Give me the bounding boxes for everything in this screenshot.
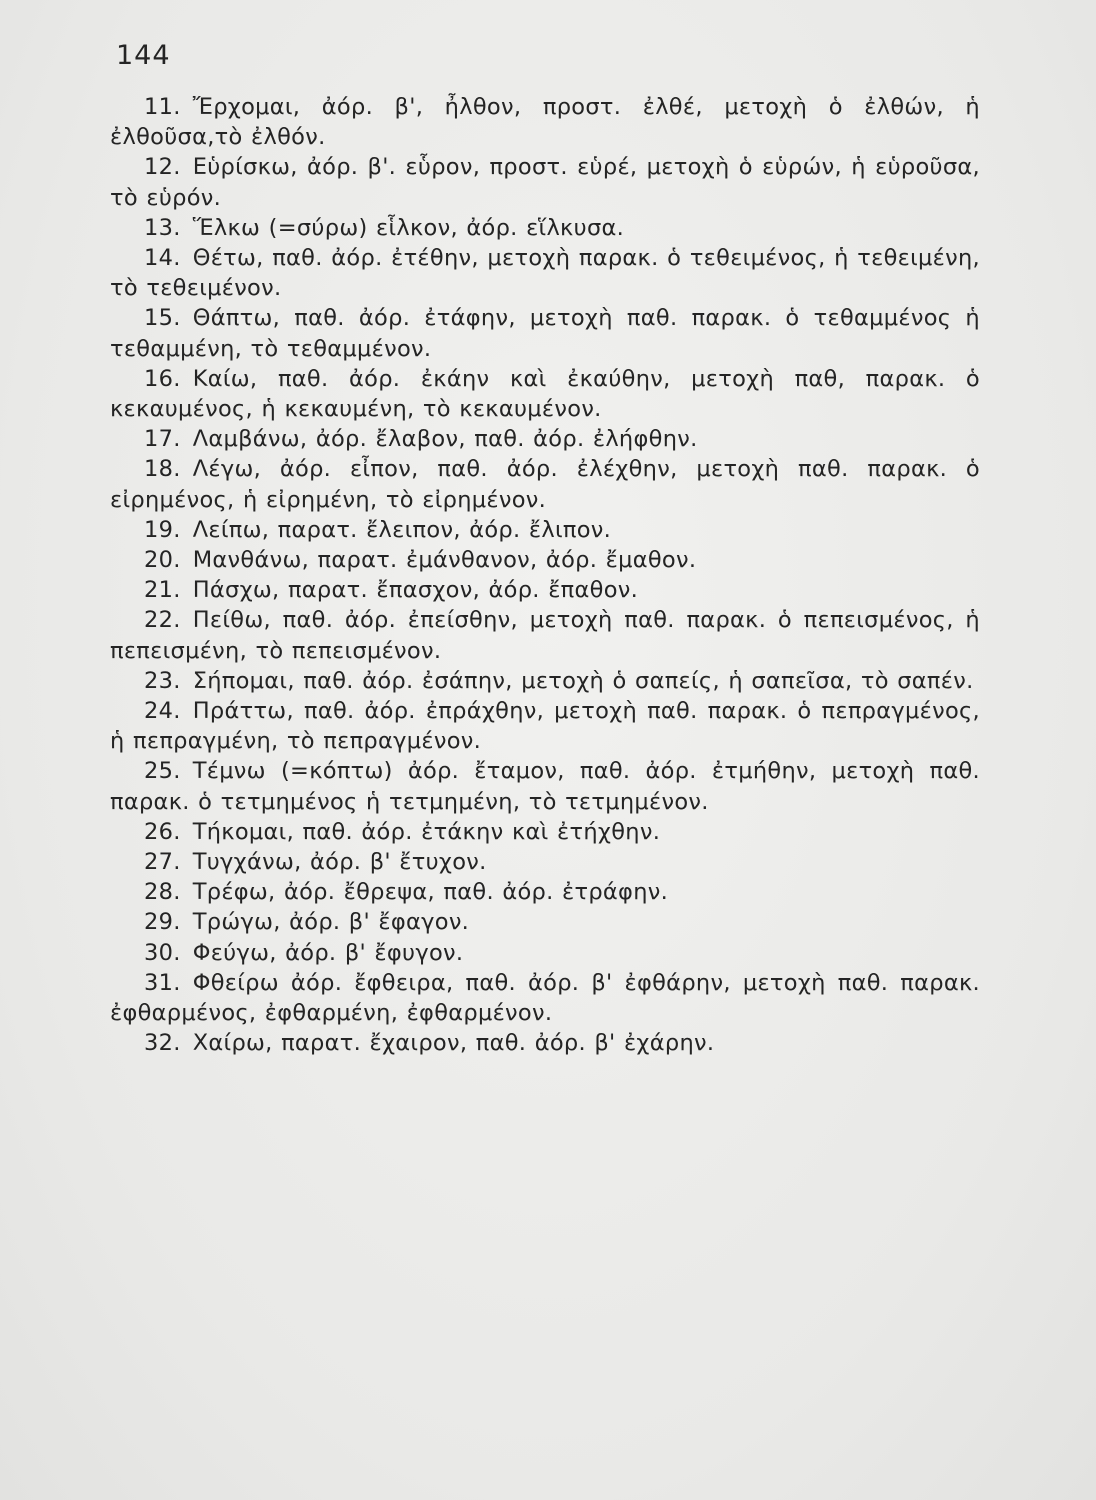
- entry-number: 30.: [144, 939, 181, 966]
- entry-number: 18.: [144, 456, 181, 483]
- entry-text: Πάσχω, παρατ. ἔπασχον, ἀόρ. ἔπαθον.: [192, 577, 639, 604]
- entry-text: Τέμνω (=κόπτω) ἀόρ. ἔταμον, παθ. ἀόρ. ἐτμήθην, μετοχὴ παθ. παρακ. ὁ τετμημένος ἡ τετμημένη, τὸ τετμημένον.: [110, 758, 980, 815]
- entry-text: Καίω, παθ. ἀόρ. ἐκάην καὶ ἐκαύθην, μετοχὴ παθ, παρακ. ὁ κεκαυμένος, ἡ κεκαυμένη, τὸ κεκαυμένον.: [110, 365, 980, 423]
- entry-number: 12.: [144, 154, 181, 181]
- entry-text: Λείπω, παρατ. ἔλειπον, ἀόρ. ἔλιπον.: [192, 516, 612, 543]
- list-item: [110, 968, 980, 1028]
- entry-text: Θέτω, παθ. ἀόρ. ἐτέθην, μετοχὴ παρακ. ὁ τεθειμένος, ἡ τεθειμένη, τὸ τεθειμένον.: [110, 245, 980, 302]
- entry-text: Φθείρω ἀόρ. ἔφθειρα, παθ. ἀόρ. β' ἐφθάρην, μετοχὴ παθ. παρακ. ἐφθαρμένος, ἐφθαρμένη, ἐφθαρμένον.: [110, 969, 980, 1027]
- list-item: [110, 847, 980, 877]
- entry-number: 20.: [144, 547, 181, 574]
- verb-list: [110, 92, 980, 1059]
- entry-text: Φεύγω, ἀόρ. β' ἔφυγον.: [192, 939, 464, 966]
- list-item: [110, 243, 980, 303]
- entry-text: Εὑρίσκω, ἀόρ. β'. εὗρον, προστ. εὑρέ, μετοχὴ ὁ εὑρών, ἡ εὑροῦσα, τὸ εὑρόν.: [110, 154, 980, 211]
- entry-text: Τήκομαι, παθ. ἀόρ. ἐτάκην καὶ ἐτήχθην.: [192, 818, 661, 845]
- entry-number: 14.: [144, 245, 181, 272]
- entry-number: 25.: [144, 758, 181, 785]
- list-item: [110, 696, 980, 756]
- entry-text: Λέγω, ἀόρ. εἶπον, παθ. ἀόρ. ἐλέχθην, μετοχὴ παθ. παρακ. ὁ εἰρημένος, ἡ εἰρημένη, τὸ εἰρημένον.: [110, 456, 980, 513]
- entry-text: Θάπτω, παθ. ἀόρ. ἐτάφην, μετοχὴ παθ. παρακ. ὁ τεθαμμένος ἡ τεθαμμένη, τὸ τεθαμμένον.: [110, 305, 980, 362]
- entry-text: Ἕλκω (=σύρω) εἷλκον, ἀόρ. εἵλκυσα.: [192, 214, 625, 241]
- list-item: [110, 666, 980, 696]
- entry-number: 24.: [144, 698, 181, 725]
- list-item: [110, 364, 980, 424]
- list-item: [110, 605, 980, 665]
- list-item: [110, 545, 980, 575]
- entry-text: Τρέφω, ἀόρ. ἔθρεψα, παθ. ἀόρ. ἐτράφην.: [192, 879, 669, 906]
- entry-number: 15.: [144, 305, 181, 332]
- list-item: [110, 575, 980, 605]
- entry-text: Πράττω, παθ. ἀόρ. ἐπράχθην, μετοχὴ παθ. παρακ. ὁ πεπραγμένος, ἡ πεπραγμένη, τὸ πεπραγμένον.: [110, 698, 980, 755]
- entry-number: 31.: [144, 969, 181, 996]
- list-item: [110, 213, 980, 243]
- entry-text: Λαμβάνω, ἀόρ. ἔλαβον, παθ. ἀόρ. ἐλήφθην.: [192, 426, 698, 453]
- entry-number: 27.: [144, 849, 181, 876]
- entry-number: 26.: [144, 818, 181, 845]
- entry-text: Πείθω, παθ. ἀόρ. ἐπείσθην, μετοχὴ παθ. παρακ. ὁ πεπεισμένος, ἡ πεπεισμένη, τὸ πεπεισμένον.: [110, 607, 980, 664]
- entry-number: 13.: [144, 214, 181, 241]
- list-item: [110, 756, 980, 816]
- entry-number: 29.: [144, 909, 181, 936]
- list-item: [110, 92, 980, 152]
- list-item: [110, 303, 980, 363]
- entry-number: 21.: [144, 577, 181, 604]
- entry-number: 23.: [144, 667, 181, 694]
- entry-text: Μανθάνω, παρατ. ἐμάνθανον, ἀόρ. ἔμαθον.: [192, 547, 697, 574]
- list-item: [110, 454, 980, 514]
- entry-text: Χαίρω, παρατ. ἔχαιρον, παθ. ἀόρ. β' ἐχάρην.: [192, 1030, 715, 1057]
- list-item: [110, 877, 980, 907]
- entry-text: Ἔρχομαι, ἀόρ. β', ἦλθον, προστ. ἐλθέ, μετοχὴ ὁ ἐλθών, ἡ ἐλθοῦσα,τὸ ἐλθόν.: [110, 94, 980, 151]
- list-item: [110, 817, 980, 847]
- entry-number: 17.: [144, 426, 181, 453]
- entry-text: Τυγχάνω, ἀόρ. β' ἔτυχον.: [192, 849, 487, 876]
- list-item: [110, 152, 980, 212]
- list-item: [110, 907, 980, 937]
- entry-number: 19.: [144, 516, 181, 543]
- entry-number: 28.: [144, 879, 181, 906]
- entry-number: 32.: [144, 1030, 181, 1057]
- list-item: [110, 1028, 980, 1058]
- list-item: [110, 515, 980, 545]
- entry-text: Σήπομαι, παθ. ἀόρ. ἐσάπην, μετοχὴ ὁ σαπείς, ἡ σαπεῖσα, τὸ σαπέν.: [192, 667, 974, 694]
- entry-text: Τρώγω, ἀόρ. β' ἔφαγον.: [192, 909, 470, 936]
- entry-number: 22.: [144, 607, 181, 634]
- entry-number: 11.: [144, 94, 181, 120]
- entry-number: 16.: [144, 365, 181, 392]
- page-number: 144: [116, 40, 171, 71]
- list-item: [110, 424, 980, 454]
- list-item: [110, 938, 980, 968]
